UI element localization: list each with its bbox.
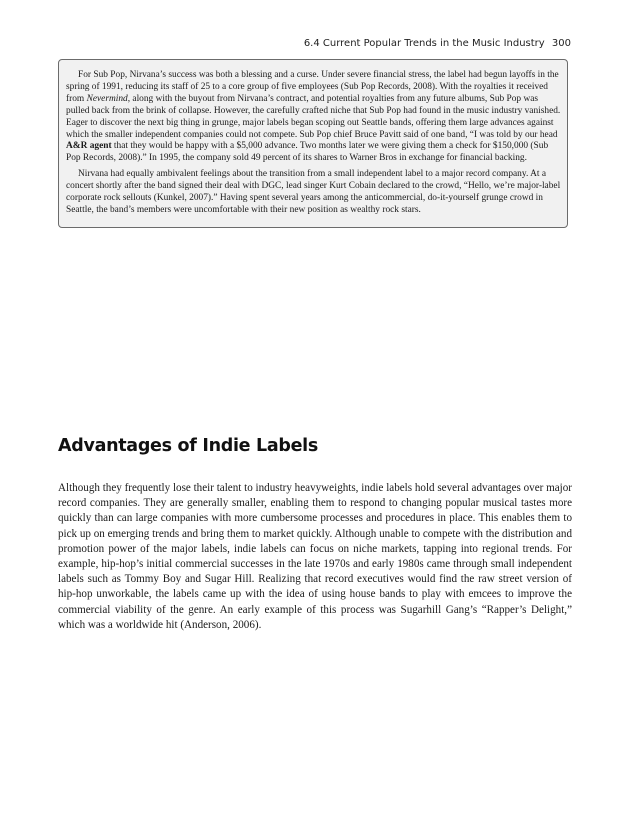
section-heading: Advantages of Indie Labels (58, 436, 318, 456)
running-head-section: 6.4 Current Popular Trends in the Music Industry (303, 38, 545, 49)
section-body-paragraph: Although they frequently lose their talent to industry heavyweights, indie labels hold several advantages over major record companies. They are generally smaller, enabling them to respond to changing popular musical tastes more quickly than can large companies with more cumbersome processes and procedures in place. This enables them to pick up on emerging trends and bring them to market quickly. Although unable to compete with the distribution and promotion power of the major labels, indie labels can focus on niche markets, tapping into regional trends. For example, hip-hop’s initial commercial successes in the late 1970s and early 1980s came through small independent labels such as Tommy Boy and Sugar Hill. Realizing that record executives would find the raw street version of hip-hop unworkable, the labels came up with the idea of using house bands to play with emcees to improve the commercial viability of the genre. An early example of this process was Sugarhill Gang’s “Rapper’s Delight,” which was a worldwide hit (Anderson, 2006). (58, 482, 572, 631)
box-paragraph-2: Nirvana had equally ambivalent feelings about the transition from a small independent label to a major record company. At a concert shortly after the band signed their deal with DGC, lead singer Kurt Cobain declared to the crowd, “Hello, we’re major-label corporate rock sellouts (Kunkel, 2007).” Having spent several years among the anticommercial, do-it-yourself grunge crowd in Seattle, the band’s members were uncomfortable with their new position as wealthy rock stars. (66, 169, 561, 215)
page-number: 300 (551, 38, 571, 49)
box-paragraph-1-text-a: For Sub Pop, Nirvana’s success was both a blessing and a curse. Under severe financial stress, the label had begun layoffs in the spring of 1991, reducing its staff of 25 to a core group of five employees (Sub Pop Records, 2008). With the royalties it received from (66, 70, 559, 104)
album-title-nevermind: Nevermind (86, 93, 128, 104)
box-paragraph-1-text-c: that they would be happy with a $5,000 advance. Two months later we were giving them a check for $150,000 (Sub Pop Records, 2008).” In 1995, the company sold 49 percent of its shares to Warner Bros in exchange for financial backing. (66, 141, 549, 164)
running-head (304, 38, 571, 49)
case-study-box (58, 59, 568, 228)
box-paragraph-1 (66, 70, 561, 165)
key-term-ar-agent: A&R agent (66, 141, 112, 152)
box-paragraph-1-text-b: , along with the buyout from Nirvana’s contract, and potential royalties from any future albums, Sub Pop was pulled back from the brink of collapse. However, the carefully crafted niche that Sub Pop had found in the music industry vanished. Eager to discover the next big thing in grunge, major labels began scoping out Seattle bands, offering them large advances against which the smaller independent companies could not compete. Sub Pop chief Bruce Pavitt said of one band, “I was told by our head (66, 93, 561, 140)
